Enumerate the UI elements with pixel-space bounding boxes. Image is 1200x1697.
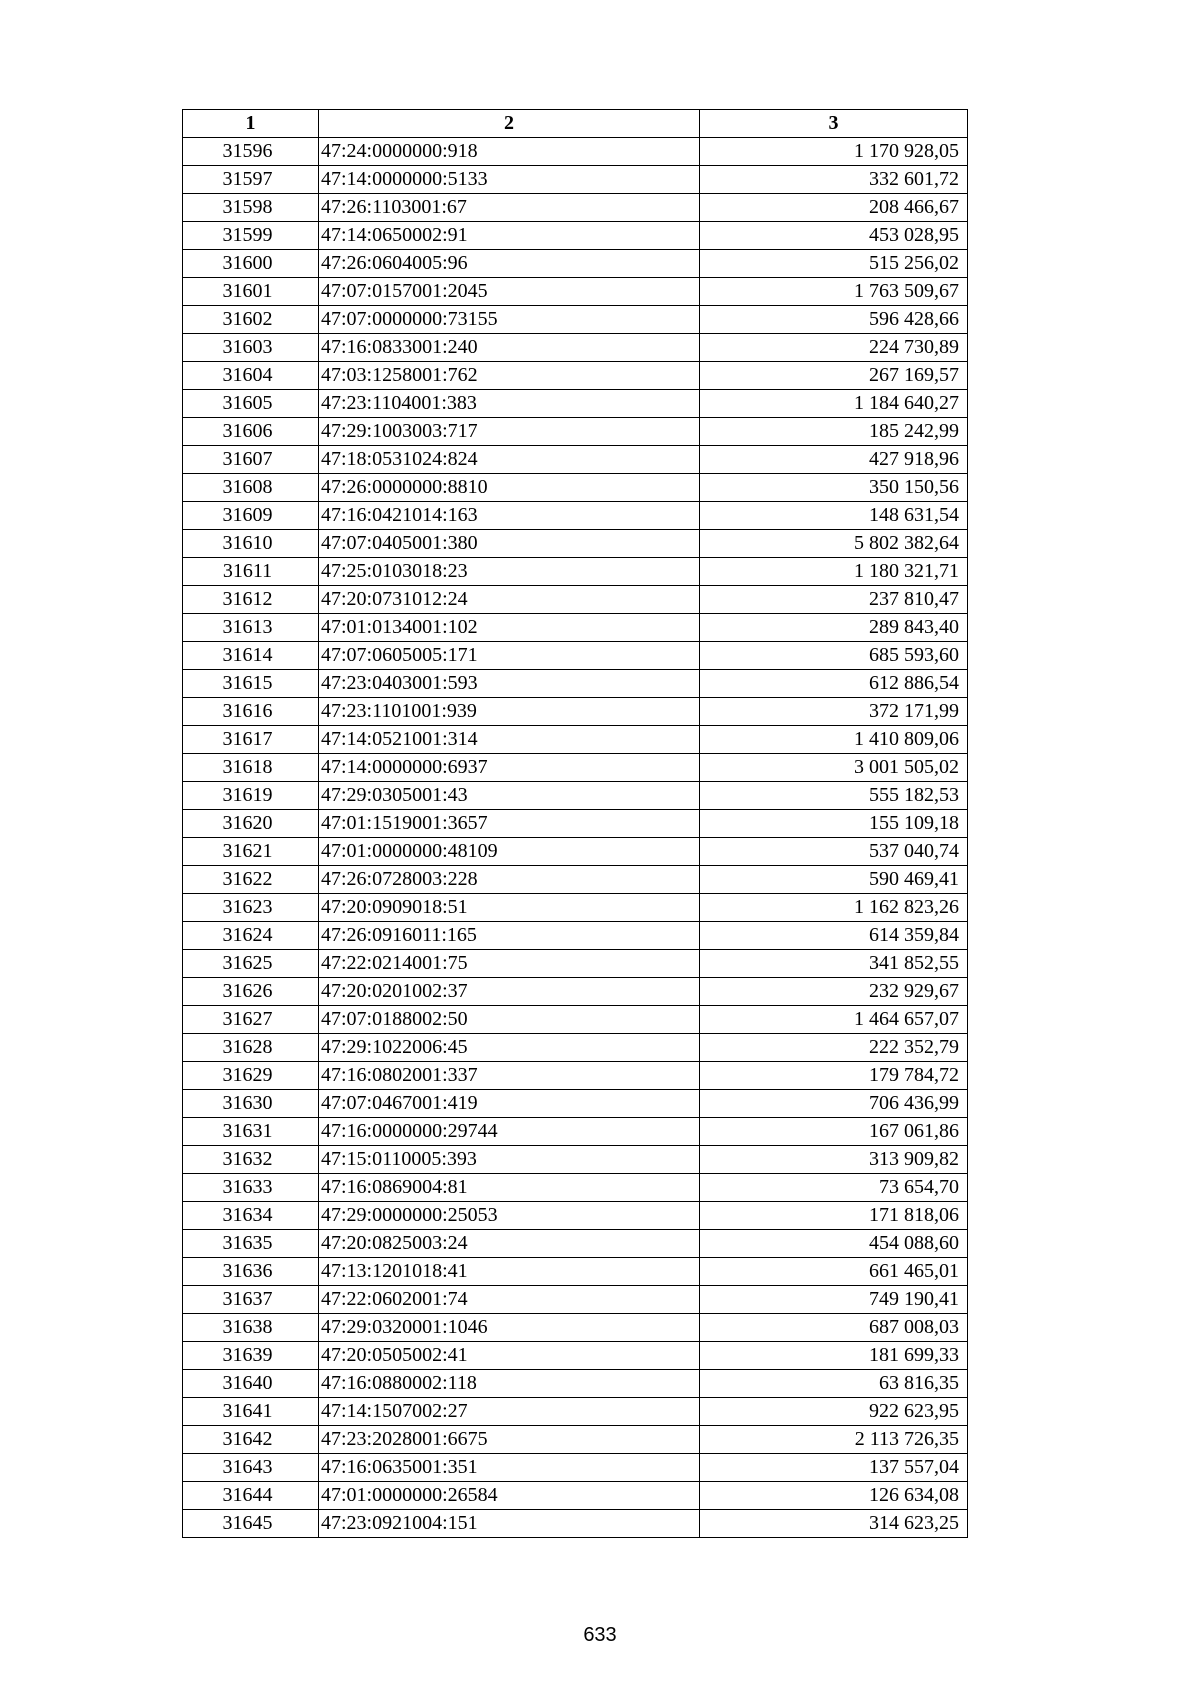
- value-cell: 922 623,95: [700, 1398, 968, 1426]
- row-number-cell: 31620: [183, 810, 319, 838]
- row-number-cell: 31639: [183, 1342, 319, 1370]
- value-cell: 685 593,60: [700, 642, 968, 670]
- row-number-cell: 31621: [183, 838, 319, 866]
- cadastral-number-cell: 47:23:1101001:939: [319, 698, 700, 726]
- cadastral-number-cell: 47:24:0000000:918: [319, 138, 700, 166]
- cadastral-number-cell: 47:15:0110005:393: [319, 1146, 700, 1174]
- value-cell: 1 184 640,27: [700, 390, 968, 418]
- table-row: [183, 390, 968, 418]
- value-cell: 614 359,84: [700, 922, 968, 950]
- row-number-cell: 31636: [183, 1258, 319, 1286]
- table-row: [183, 1510, 968, 1538]
- row-number-cell: 31596: [183, 138, 319, 166]
- value-cell: 332 601,72: [700, 166, 968, 194]
- row-number-cell: 31618: [183, 754, 319, 782]
- value-cell: 232 929,67: [700, 978, 968, 1006]
- value-cell: 341 852,55: [700, 950, 968, 978]
- table-row: [183, 670, 968, 698]
- cadastral-number-cell: 47:16:0880002:118: [319, 1370, 700, 1398]
- cadastral-number-cell: 47:14:0521001:314: [319, 726, 700, 754]
- value-cell: 372 171,99: [700, 698, 968, 726]
- table-row: [183, 586, 968, 614]
- table-row: [183, 754, 968, 782]
- cadastral-number-cell: 47:03:1258001:762: [319, 362, 700, 390]
- cadastral-number-cell: 47:07:0605005:171: [319, 642, 700, 670]
- row-number-cell: 31634: [183, 1202, 319, 1230]
- value-cell: 171 818,06: [700, 1202, 968, 1230]
- row-number-cell: 31608: [183, 474, 319, 502]
- cadastral-number-cell: 47:20:0909018:51: [319, 894, 700, 922]
- cadastral-number-cell: 47:16:0833001:240: [319, 334, 700, 362]
- value-cell: 1 180 321,71: [700, 558, 968, 586]
- table-row: [183, 222, 968, 250]
- cadastral-number-cell: 47:26:1103001:67: [319, 194, 700, 222]
- cadastral-number-cell: 47:22:0214001:75: [319, 950, 700, 978]
- value-cell: 537 040,74: [700, 838, 968, 866]
- value-cell: 167 061,86: [700, 1118, 968, 1146]
- cadastral-number-cell: 47:25:0103018:23: [319, 558, 700, 586]
- value-cell: 73 654,70: [700, 1174, 968, 1202]
- row-number-cell: 31642: [183, 1426, 319, 1454]
- value-cell: 590 469,41: [700, 866, 968, 894]
- column-header-3: 3: [700, 110, 968, 138]
- cadastral-number-cell: 47:26:0728003:228: [319, 866, 700, 894]
- row-number-cell: 31643: [183, 1454, 319, 1482]
- value-cell: 63 816,35: [700, 1370, 968, 1398]
- row-number-cell: 31613: [183, 614, 319, 642]
- header-row: [183, 110, 968, 138]
- cadastral-number-cell: 47:14:1507002:27: [319, 1398, 700, 1426]
- cadastral-number-cell: 47:07:0188002:50: [319, 1006, 700, 1034]
- table-row: [183, 1426, 968, 1454]
- column-header-1: 1: [183, 110, 319, 138]
- row-number-cell: 31614: [183, 642, 319, 670]
- value-cell: 612 886,54: [700, 670, 968, 698]
- table-row: [183, 614, 968, 642]
- value-cell: 155 109,18: [700, 810, 968, 838]
- cadastral-number-cell: 47:16:0802001:337: [319, 1062, 700, 1090]
- row-number-cell: 31628: [183, 1034, 319, 1062]
- table-row: [183, 306, 968, 334]
- cadastral-number-cell: 47:26:0604005:96: [319, 250, 700, 278]
- cadastral-number-cell: 47:29:0305001:43: [319, 782, 700, 810]
- table-row: [183, 446, 968, 474]
- value-cell: 687 008,03: [700, 1314, 968, 1342]
- cadastral-number-cell: 47:29:1003003:717: [319, 418, 700, 446]
- table-row: [183, 950, 968, 978]
- row-number-cell: 31601: [183, 278, 319, 306]
- table-row: [183, 474, 968, 502]
- table-row: [183, 1398, 968, 1426]
- value-cell: 350 150,56: [700, 474, 968, 502]
- table-row: [183, 502, 968, 530]
- cadastral-number-cell: 47:01:0000000:26584: [319, 1482, 700, 1510]
- row-number-cell: 31632: [183, 1146, 319, 1174]
- cadastral-number-cell: 47:29:0000000:25053: [319, 1202, 700, 1230]
- table-row: [183, 1202, 968, 1230]
- cadastral-number-cell: 47:29:1022006:45: [319, 1034, 700, 1062]
- row-number-cell: 31626: [183, 978, 319, 1006]
- table-row: [183, 278, 968, 306]
- value-cell: 427 918,96: [700, 446, 968, 474]
- value-cell: 222 352,79: [700, 1034, 968, 1062]
- table-row: [183, 1146, 968, 1174]
- cadastral-number-cell: 47:01:0000000:48109: [319, 838, 700, 866]
- cadastral-number-cell: 47:16:0635001:351: [319, 1454, 700, 1482]
- row-number-cell: 31606: [183, 418, 319, 446]
- cadastral-number-cell: 47:01:0134001:102: [319, 614, 700, 642]
- row-number-cell: 31633: [183, 1174, 319, 1202]
- row-number-cell: 31641: [183, 1398, 319, 1426]
- row-number-cell: 31638: [183, 1314, 319, 1342]
- value-cell: 148 631,54: [700, 502, 968, 530]
- cadastral-number-cell: 47:07:0467001:419: [319, 1090, 700, 1118]
- table-row: [183, 782, 968, 810]
- table-row: [183, 194, 968, 222]
- cadastral-number-cell: 47:16:0869004:81: [319, 1174, 700, 1202]
- table-row: [183, 1258, 968, 1286]
- row-number-cell: 31605: [183, 390, 319, 418]
- value-cell: 1 410 809,06: [700, 726, 968, 754]
- column-header-2: 2: [319, 110, 700, 138]
- value-cell: 137 557,04: [700, 1454, 968, 1482]
- row-number-cell: 31610: [183, 530, 319, 558]
- cadastral-number-cell: 47:20:0825003:24: [319, 1230, 700, 1258]
- cadastral-number-cell: 47:07:0157001:2045: [319, 278, 700, 306]
- row-number-cell: 31615: [183, 670, 319, 698]
- row-number-cell: 31622: [183, 866, 319, 894]
- table-row: [183, 810, 968, 838]
- cadastral-number-cell: 47:23:2028001:6675: [319, 1426, 700, 1454]
- table-row: [183, 1342, 968, 1370]
- row-number-cell: 31617: [183, 726, 319, 754]
- value-cell: 267 169,57: [700, 362, 968, 390]
- cadastral-number-cell: 47:01:1519001:3657: [319, 810, 700, 838]
- page-number: 633: [583, 1624, 617, 1646]
- table-row: [183, 922, 968, 950]
- row-number-cell: 31625: [183, 950, 319, 978]
- cadastral-number-cell: 47:18:0531024:824: [319, 446, 700, 474]
- table-row: [183, 362, 968, 390]
- row-number-cell: 31619: [183, 782, 319, 810]
- table-row: [183, 642, 968, 670]
- table-row: [183, 418, 968, 446]
- table-row: [183, 698, 968, 726]
- row-number-cell: 31645: [183, 1510, 319, 1538]
- table-row: [183, 334, 968, 362]
- cadastral-number-cell: 47:14:0000000:6937: [319, 754, 700, 782]
- cadastral-number-cell: 47:26:0000000:8810: [319, 474, 700, 502]
- row-number-cell: 31629: [183, 1062, 319, 1090]
- table-row: [183, 1174, 968, 1202]
- value-cell: 1 162 823,26: [700, 894, 968, 922]
- table-row: [183, 1370, 968, 1398]
- value-cell: 706 436,99: [700, 1090, 968, 1118]
- value-cell: 224 730,89: [700, 334, 968, 362]
- cadastral-number-cell: 47:23:0403001:593: [319, 670, 700, 698]
- value-cell: 237 810,47: [700, 586, 968, 614]
- table-row: [183, 558, 968, 586]
- value-cell: 179 784,72: [700, 1062, 968, 1090]
- row-number-cell: 31640: [183, 1370, 319, 1398]
- table-row: [183, 166, 968, 194]
- cadastral-number-cell: 47:22:0602001:74: [319, 1286, 700, 1314]
- value-cell: 181 699,33: [700, 1342, 968, 1370]
- cadastral-number-cell: 47:20:0201002:37: [319, 978, 700, 1006]
- value-cell: 289 843,40: [700, 614, 968, 642]
- table-row: [183, 1286, 968, 1314]
- table-row: [183, 530, 968, 558]
- table-row: [183, 1006, 968, 1034]
- table-row: [183, 138, 968, 166]
- table-header: [183, 110, 968, 138]
- value-cell: 454 088,60: [700, 1230, 968, 1258]
- row-number-cell: 31604: [183, 362, 319, 390]
- table-row: [183, 978, 968, 1006]
- value-cell: 515 256,02: [700, 250, 968, 278]
- row-number-cell: 31624: [183, 922, 319, 950]
- table-body: [183, 138, 968, 1538]
- value-cell: 5 802 382,64: [700, 530, 968, 558]
- row-number-cell: 31598: [183, 194, 319, 222]
- value-cell: 596 428,66: [700, 306, 968, 334]
- table-row: [183, 838, 968, 866]
- row-number-cell: 31602: [183, 306, 319, 334]
- table-row: [183, 1090, 968, 1118]
- cadastral-number-cell: 47:20:0731012:24: [319, 586, 700, 614]
- value-cell: 208 466,67: [700, 194, 968, 222]
- cadastral-number-cell: 47:20:0505002:41: [319, 1342, 700, 1370]
- row-number-cell: 31612: [183, 586, 319, 614]
- row-number-cell: 31623: [183, 894, 319, 922]
- cadastral-number-cell: 47:14:0000000:5133: [319, 166, 700, 194]
- row-number-cell: 31600: [183, 250, 319, 278]
- data-table: [182, 109, 968, 1538]
- row-number-cell: 31607: [183, 446, 319, 474]
- value-cell: 2 113 726,35: [700, 1426, 968, 1454]
- table-row: [183, 1314, 968, 1342]
- row-number-cell: 31627: [183, 1006, 319, 1034]
- value-cell: 749 190,41: [700, 1286, 968, 1314]
- cadastral-number-cell: 47:16:0421014:163: [319, 502, 700, 530]
- value-cell: 1 170 928,05: [700, 138, 968, 166]
- table-row: [183, 1062, 968, 1090]
- table-row: [183, 726, 968, 754]
- value-cell: 185 242,99: [700, 418, 968, 446]
- value-cell: 3 001 505,02: [700, 754, 968, 782]
- value-cell: 555 182,53: [700, 782, 968, 810]
- row-number-cell: 31616: [183, 698, 319, 726]
- row-number-cell: 31599: [183, 222, 319, 250]
- table-row: [183, 894, 968, 922]
- cadastral-number-cell: 47:13:1201018:41: [319, 1258, 700, 1286]
- value-cell: 1 464 657,07: [700, 1006, 968, 1034]
- value-cell: 1 763 509,67: [700, 278, 968, 306]
- row-number-cell: 31603: [183, 334, 319, 362]
- cadastral-number-cell: 47:14:0650002:91: [319, 222, 700, 250]
- value-cell: 661 465,01: [700, 1258, 968, 1286]
- row-number-cell: 31630: [183, 1090, 319, 1118]
- cadastral-number-cell: 47:29:0320001:1046: [319, 1314, 700, 1342]
- row-number-cell: 31631: [183, 1118, 319, 1146]
- row-number-cell: 31597: [183, 166, 319, 194]
- table-row: [183, 1454, 968, 1482]
- row-number-cell: 31644: [183, 1482, 319, 1510]
- row-number-cell: 31611: [183, 558, 319, 586]
- value-cell: 453 028,95: [700, 222, 968, 250]
- row-number-cell: 31637: [183, 1286, 319, 1314]
- table-row: [183, 1482, 968, 1510]
- value-cell: 314 623,25: [700, 1510, 968, 1538]
- cadastral-number-cell: 47:07:0405001:380: [319, 530, 700, 558]
- table-row: [183, 1118, 968, 1146]
- cadastral-number-cell: 47:26:0916011:165: [319, 922, 700, 950]
- cadastral-number-cell: 47:16:0000000:29744: [319, 1118, 700, 1146]
- table-row: [183, 866, 968, 894]
- table-row: [183, 1230, 968, 1258]
- value-cell: 126 634,08: [700, 1482, 968, 1510]
- cadastral-number-cell: 47:23:0921004:151: [319, 1510, 700, 1538]
- value-cell: 313 909,82: [700, 1146, 968, 1174]
- row-number-cell: 31635: [183, 1230, 319, 1258]
- row-number-cell: 31609: [183, 502, 319, 530]
- cadastral-number-cell: 47:07:0000000:73155: [319, 306, 700, 334]
- table-row: [183, 1034, 968, 1062]
- cadastral-number-cell: 47:23:1104001:383: [319, 390, 700, 418]
- table-row: [183, 250, 968, 278]
